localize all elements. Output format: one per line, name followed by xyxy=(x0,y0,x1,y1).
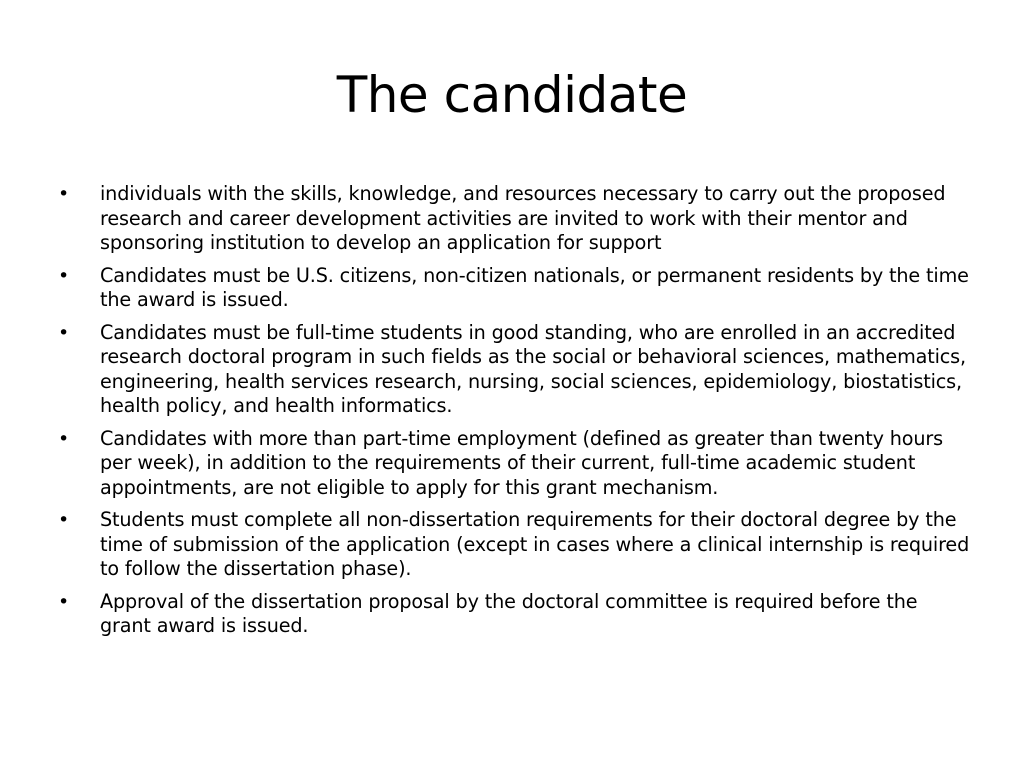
bullet-icon: • xyxy=(58,321,70,344)
bullet-text: Approval of the dissertation proposal by the doctoral committee is required before the grant award is issued. xyxy=(100,589,918,637)
bullet-item xyxy=(58,590,970,639)
bullet-text: Candidates must be U.S. citizens, non-citizen nationals, or permanent residents by the time the award is issued. xyxy=(100,263,969,311)
bullet-item xyxy=(58,321,970,419)
bullet-list xyxy=(58,182,970,647)
bullet-item xyxy=(58,182,970,256)
bullet-text: Candidates must be full-time students in good standing, who are enrolled in an accredited research doctoral program in such fields as the social or behavioral sciences, mathematics, engineering, health services research, nursing, social sciences, epidemiology, biostatistics, health policy, and health informatics. xyxy=(100,320,966,417)
bullet-icon: • xyxy=(58,183,70,205)
slide-title: The candidate xyxy=(336,66,688,124)
bullet-icon: • xyxy=(58,264,70,287)
bullet-text: individuals with the skills, knowledge, and resources necessary to carry out the proposed research and career development activities are invited to work with their mentor and sponsoring institution to develop an application for support xyxy=(100,182,946,254)
bullet-item xyxy=(58,508,970,582)
bullet-item xyxy=(58,264,970,313)
bullet-icon: • xyxy=(58,590,70,613)
bullet-text: Students must complete all non-dissertation requirements for their doctoral degree by the time of submission of the application (except in cases where a clinical internship is required to follow the dissertation phase). xyxy=(100,508,970,580)
bullet-icon: • xyxy=(58,427,70,450)
bullet-text: Candidates with more than part-time employment (defined as greater than twenty hours per week), in addition to the requirements of their current, full-time academic student appointments, are not eligible to apply for this grant mechanism. xyxy=(100,426,943,499)
bullet-item xyxy=(58,427,970,501)
bullet-icon: • xyxy=(58,509,70,531)
